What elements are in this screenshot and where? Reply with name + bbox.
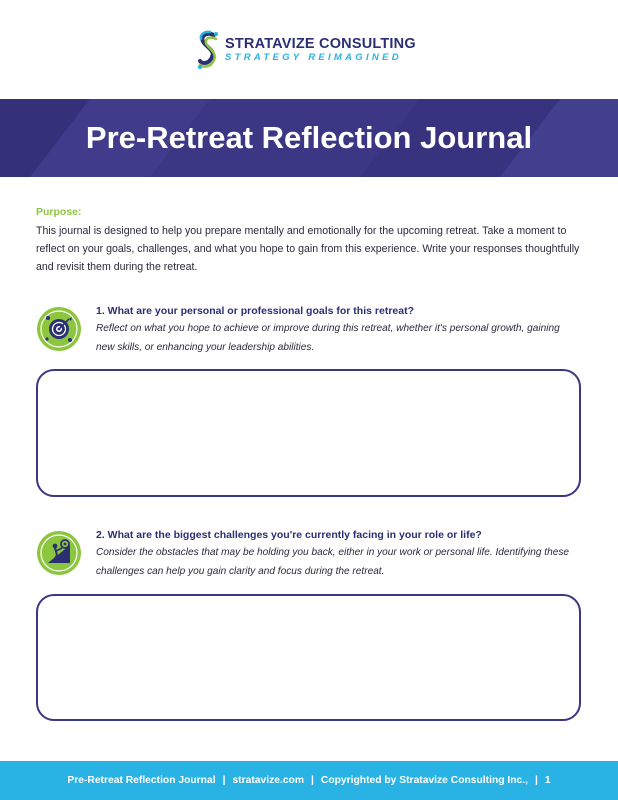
page-title: Pre-Retreat Reflection Journal xyxy=(85,120,533,155)
page-footer xyxy=(0,761,618,800)
purpose-text: This journal is designed to help you prepare mentally and emotionally for the upcoming retreat. Take a moment to reflect on your goals, challenges, and what you hope to gain from this experience. Write your responses thoughtfully and revisit them during the retreat. xyxy=(36,225,580,273)
purpose-label: Purpose: xyxy=(36,206,82,218)
question-2-answer-box[interactable] xyxy=(36,594,581,721)
logo-company-name: STRATAVIZE CONSULTING xyxy=(225,36,416,52)
footer-separator: | xyxy=(311,775,314,786)
logo-tagline: STRATEGY REIMAGINED xyxy=(225,52,402,63)
footer-page-number: 1 xyxy=(544,775,551,786)
climbing-challenge-icon xyxy=(36,530,82,576)
question-1-title: 1. What are your personal or professional goals for this retreat? xyxy=(96,305,414,317)
target-icon xyxy=(36,306,82,352)
question-2-title: 2. What are the biggest challenges you're currently facing in your role or life? xyxy=(96,529,482,541)
footer-separator: | xyxy=(535,775,538,786)
logo-s-icon xyxy=(196,29,220,71)
question-1-answer-box[interactable] xyxy=(36,369,581,497)
footer-copyright: Copyrighted by Stratavize Consulting Inc., xyxy=(320,775,528,786)
footer-doc-title: Pre-Retreat Reflection Journal xyxy=(67,775,216,786)
footer-website-link[interactable]: stratavize.com xyxy=(232,775,304,786)
title-banner xyxy=(0,99,618,177)
question-1-description: Reflect on what you hope to achieve or improve during this retreat, whether it's personal growth, gaining new skills, or enhancing your leadership abilities. xyxy=(96,323,560,353)
company-logo xyxy=(196,28,416,72)
question-2-description: Consider the obstacles that may be holding you back, either in your work or personal life. Identifying these challenges can help you gain clarity and focus during the retreat. xyxy=(96,547,569,577)
footer-separator: | xyxy=(222,775,226,786)
